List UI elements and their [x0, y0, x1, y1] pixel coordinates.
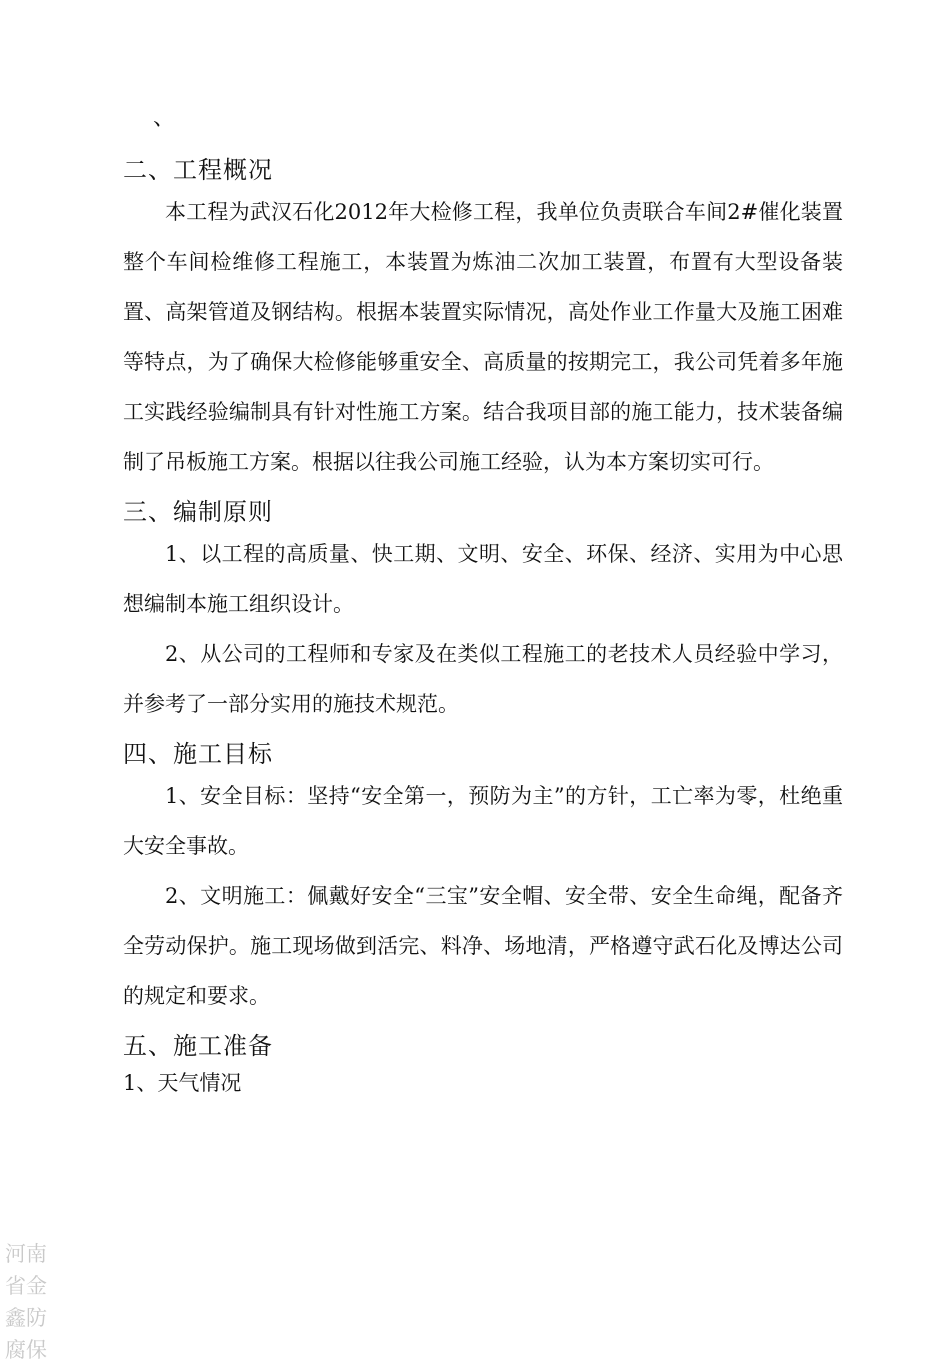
overview-paragraph: 本工程为武汉石化2012年大检修工程，我单位负责联合车间2#催化装置整个车间检维修工程施工，本装置为炼油二次加工装置，布置有大型设备装置、高架管道及钢结构。根据本装置实际情况，高处作业工作量大及施工困难等特点，为了确保大检修能够重安全、高质量的按期完工，我公司凭着多年施工实践经验编制具有针对性施工方案。结合我项目部的施工能力，技术装备编制了吊板施工方案。根据以往我公司施工经验，认为本方案切实可行。 [123, 200, 843, 474]
stray-punctuation-mark: 、 [153, 106, 176, 131]
section-heading-overview: 二、工程概况 [123, 156, 273, 184]
section-heading-principles: 三、编制原则 [123, 498, 273, 526]
section-heading-goals: 四、施工目标 [123, 740, 273, 768]
principles-item-1: 1、以工程的高质量、快工期、文明、安全、环保、经济、实用为中心思想编制本施工组织设计。 [123, 542, 843, 616]
preparation-subitem-weather: 1、天气情况 [123, 1071, 242, 1095]
document-body [123, 153, 843, 1103]
section-heading-preparation: 五、施工准备 [123, 1032, 273, 1060]
goals-item-1: 1、安全目标：坚持“安全第一，预防为主”的方针，工亡率为零，杜绝重大安全事故。 [123, 784, 843, 858]
goals-item-2: 2、文明施工：佩戴好安全“三宝”安全帽、安全带、安全生命绳，配备齐全劳动保护。施工现场做到活完、料净、场地清，严格遵守武石化及博达公司的规定和要求。 [123, 884, 843, 1008]
principles-item-2: 2、从公司的工程师和专家及在类似工程施工的老技术人员经验中学习，并参考了一部分实用的施技术规范。 [123, 642, 843, 716]
watermark-text: 河南省金鑫防腐保 [5, 1242, 47, 1362]
